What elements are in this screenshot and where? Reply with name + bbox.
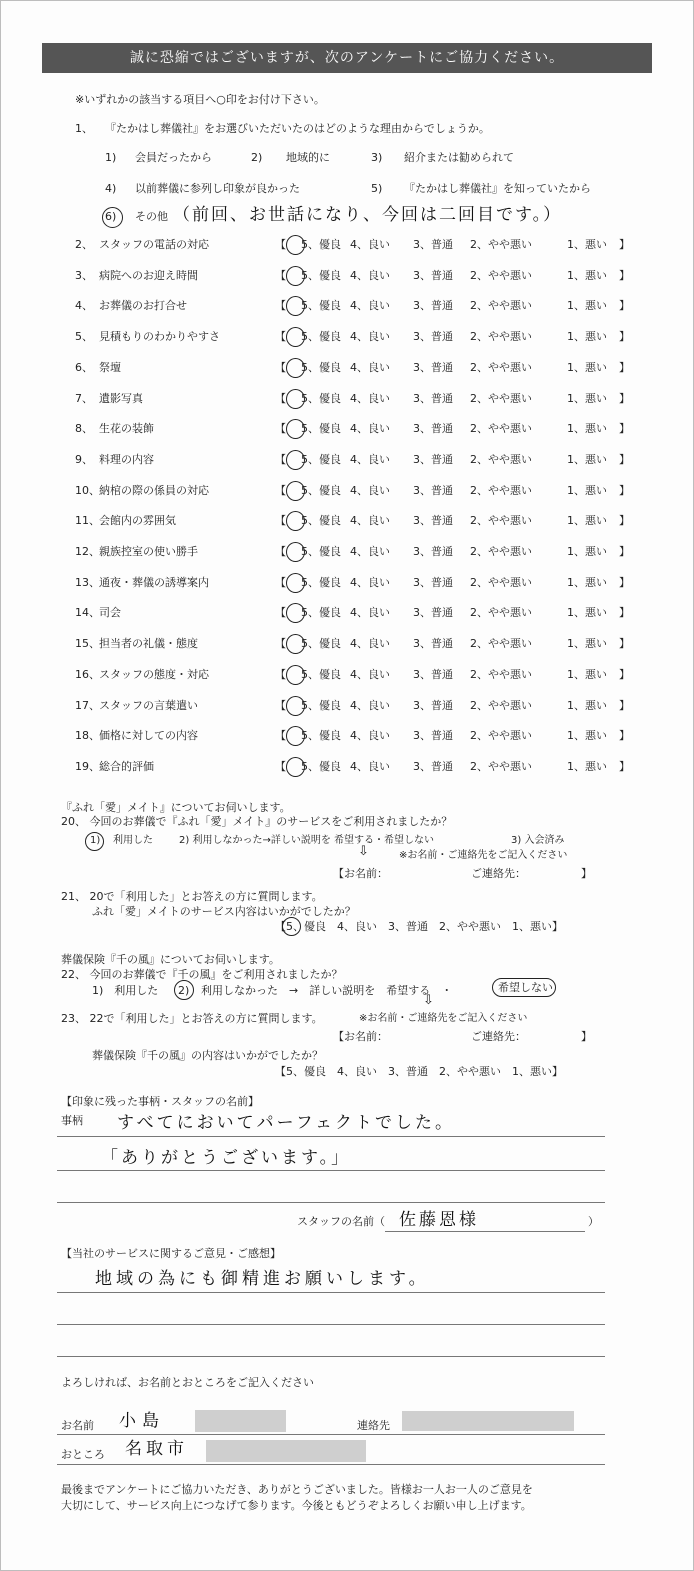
scale-close-bracket: 】	[619, 269, 630, 282]
question-label: 生花の装飾	[99, 422, 154, 435]
senno-intro: 葬儀保険『千の風』についてお伺いします。	[61, 953, 280, 966]
staff-name-label: スタッフの名前（	[297, 1215, 385, 1228]
memorable-title: 【印象に残った事柄・スタッフの名前】	[61, 1095, 259, 1108]
contact-name-label: お名前	[61, 1419, 94, 1432]
q20-note: ※お名前・ご連絡先をご記入ください	[399, 850, 568, 861]
question-label: 通夜・葬儀の誘導案内	[99, 576, 209, 589]
rating-option-2: 2、やや悪い	[470, 299, 532, 312]
answer-circle-5	[286, 757, 305, 777]
rating-option-3: 3、普通	[413, 576, 453, 589]
scale-open-bracket: 【	[275, 637, 286, 650]
rating-option-4: 4、良い	[350, 299, 390, 312]
answer-circle-5	[286, 235, 305, 255]
scale-close-bracket: 】	[619, 361, 630, 374]
rating-option-5: 5、優良	[301, 453, 341, 466]
scale-open-bracket: 【	[275, 484, 286, 497]
rating-option-2: 2、やや悪い	[470, 576, 532, 589]
question-number: 7、	[75, 392, 93, 405]
scale-open-bracket: 【	[275, 760, 286, 773]
scale-close-bracket: 】	[619, 545, 630, 558]
scale-open-bracket: 【	[275, 299, 286, 312]
rating-option-4: 4、良い	[350, 760, 390, 773]
rating-option-2: 2、やや悪い	[470, 330, 532, 343]
question-number: 9、	[75, 453, 93, 466]
scale-close-bracket: 】	[619, 576, 630, 589]
opinion-rule-2	[57, 1324, 605, 1325]
question-label: お葬儀のお打合せ	[99, 299, 187, 312]
contact-phone-label: 連絡先	[357, 1419, 390, 1432]
rating-option-4: 4、良い	[350, 514, 390, 527]
rating-option-2: 2、やや悪い	[470, 545, 532, 558]
q23-scale: 【5、優良 4、良い 3、普通 2、やや悪い 1、悪い】	[275, 1065, 563, 1078]
answer-circle-5	[286, 696, 305, 716]
address-redaction	[206, 1440, 366, 1462]
q1-number: 1、	[75, 122, 93, 135]
question-number: 6、	[75, 361, 93, 374]
rating-option-1: 1、悪い	[567, 299, 607, 312]
answer-circle-5	[286, 266, 305, 286]
rating-option-5: 5、優良	[301, 269, 341, 282]
scale-open-bracket: 【	[275, 238, 286, 251]
answer-circle-5	[286, 542, 305, 562]
rating-option-5: 5、優良	[301, 514, 341, 527]
rating-option-2: 2、やや悪い	[470, 668, 532, 681]
scale-close-bracket: 】	[619, 760, 630, 773]
rating-option-4: 4、良い	[350, 576, 390, 589]
rating-option-3: 3、普通	[413, 484, 453, 497]
rating-option-2: 2、やや悪い	[470, 269, 532, 282]
rating-option-3: 3、普通	[413, 422, 453, 435]
q20-option-1-label: 利用した	[113, 835, 153, 846]
rating-option-4: 4、良い	[350, 361, 390, 374]
q1-option-3-label: 紹介または勧められて	[404, 151, 514, 164]
memorable-line-2: 「ありがとうございます。」	[101, 1148, 352, 1168]
question-label: 病院へのお迎え時間	[99, 269, 198, 282]
q20-option-2: 2) 利用しなかった→詳しい説明を 希望する・希望しない	[179, 835, 434, 846]
rating-option-5: 5、優良	[301, 299, 341, 312]
rating-option-2: 2、やや悪い	[470, 606, 532, 619]
question-label: 総合的評価	[99, 760, 154, 773]
rating-option-4: 4、良い	[350, 729, 390, 742]
contact-prompt: よろしければ、お名前とおところをご記入ください	[61, 1376, 314, 1389]
rating-option-5: 5、優良	[301, 545, 341, 558]
q20-contact-label: ご連絡先：	[471, 867, 526, 880]
scale-close-bracket: 】	[619, 514, 630, 527]
answer-circle-5	[286, 358, 305, 378]
scale-close-bracket: 】	[619, 484, 630, 497]
rating-option-1: 1、悪い	[567, 392, 607, 405]
rating-option-1: 1、悪い	[567, 606, 607, 619]
rating-option-4: 4、良い	[350, 637, 390, 650]
rating-option-4: 4、良い	[350, 668, 390, 681]
rating-option-1: 1、悪い	[567, 238, 607, 251]
question-label: 料理の内容	[99, 453, 154, 466]
q1-option-2-label: 地域的に	[286, 151, 330, 164]
name-redaction	[195, 1410, 286, 1432]
question-number: 4、	[75, 299, 93, 312]
answer-circle-5	[286, 665, 305, 685]
rating-option-3: 3、普通	[413, 606, 453, 619]
answer-circle-5	[286, 389, 305, 409]
rating-option-2: 2、やや悪い	[470, 361, 532, 374]
question-label: 遺影写真	[99, 392, 143, 405]
q23-text: 23、 22で「利用した」とお答えの方に質問します。	[61, 1012, 323, 1025]
answer-circle-5	[286, 603, 305, 623]
answer-circle-5	[286, 511, 305, 531]
rating-option-2: 2、やや悪い	[470, 484, 532, 497]
rating-option-4: 4、良い	[350, 269, 390, 282]
rating-option-2: 2、やや悪い	[470, 238, 532, 251]
answer-circle-5	[286, 573, 305, 593]
staff-name-value: 佐藤恩様	[399, 1210, 479, 1230]
q22-option-3: 希望しない	[498, 981, 553, 994]
question-label: 見積もりのわかりやすさ	[99, 330, 220, 343]
rating-option-5: 5、優良	[301, 699, 341, 712]
rating-option-3: 3、普通	[413, 361, 453, 374]
question-label: スタッフの言葉遣い	[99, 699, 198, 712]
scale-close-bracket: 】	[619, 238, 630, 251]
rating-option-1: 1、悪い	[567, 637, 607, 650]
scale-close-bracket: 】	[619, 453, 630, 466]
rating-option-1: 1、悪い	[567, 453, 607, 466]
rating-option-2: 2、やや悪い	[470, 392, 532, 405]
question-number: 18、	[75, 729, 100, 742]
scale-open-bracket: 【	[275, 453, 286, 466]
q1-other-label: その他	[135, 210, 168, 223]
q1-option-4-num: 4)	[105, 182, 117, 195]
rating-option-3: 3、普通	[413, 299, 453, 312]
q22-option-2-num: 2)	[178, 984, 190, 997]
footer-line-1: 最後までアンケートにご協力いただき、ありがとうございました。皆様お一人お一人のご意見を	[61, 1483, 533, 1496]
rating-option-1: 1、悪い	[567, 699, 607, 712]
q22-text: 22、 今回のお葬儀で『千の風』をご利用されましたか？	[61, 968, 343, 981]
q20-close-bracket: 】	[581, 867, 592, 880]
memorable-rule-1	[57, 1136, 605, 1137]
scale-close-bracket: 】	[619, 422, 630, 435]
question-number: 5、	[75, 330, 93, 343]
answer-circle-5	[286, 634, 305, 654]
q23-sub: 葬儀保険『千の風』の内容はいかがでしたか？	[92, 1049, 323, 1062]
opinion-title: 【当社のサービスに関するご意見・ご感想】	[61, 1247, 281, 1260]
rating-option-5: 5、優良	[301, 637, 341, 650]
question-label: 司会	[99, 606, 121, 619]
question-label: 納棺の際の係員の対応	[99, 484, 209, 497]
question-label: 担当者の礼儀・態度	[99, 637, 198, 650]
memorable-rule-2	[57, 1170, 605, 1171]
q1-option-2-num: 2)	[251, 151, 263, 164]
rating-option-4: 4、良い	[350, 484, 390, 497]
answer-circle-5	[286, 481, 305, 501]
rating-option-1: 1、悪い	[567, 545, 607, 558]
memorable-line-1: すべてにおいてパーフェクトでした。	[117, 1113, 455, 1133]
scale-open-bracket: 【	[275, 361, 286, 374]
q21-sub: ふれ「愛」メイトのサービス内容はいかがでしたか？	[92, 905, 356, 918]
question-number: 16、	[75, 668, 100, 681]
q1-other-handwritten: （前回、お世話になり、今回は二回目です。）	[173, 205, 563, 225]
rating-option-5: 5、優良	[301, 484, 341, 497]
question-label: 価格に対しての内容	[99, 729, 198, 742]
rating-option-5: 5、優良	[301, 576, 341, 589]
staff-name-underline	[385, 1231, 585, 1232]
fure-intro: 『ふれ「愛」メイト』についてお伺いします。	[61, 801, 291, 814]
rating-option-3: 3、普通	[413, 238, 453, 251]
rating-option-1: 1、悪い	[567, 269, 607, 282]
rating-option-5: 5、優良	[301, 361, 341, 374]
q22-arrow-icon: ⇩	[423, 993, 434, 1008]
question-number: 3、	[75, 269, 93, 282]
rating-option-4: 4、良い	[350, 545, 390, 558]
rating-option-3: 3、普通	[413, 392, 453, 405]
scale-close-bracket: 】	[619, 699, 630, 712]
rating-option-3: 3、普通	[413, 453, 453, 466]
scale-close-bracket: 】	[619, 729, 630, 742]
q1-other-num: 6)	[105, 210, 117, 223]
rating-option-1: 1、悪い	[567, 422, 607, 435]
rating-option-1: 1、悪い	[567, 760, 607, 773]
rating-option-2: 2、やや悪い	[470, 637, 532, 650]
question-label: スタッフの態度・対応	[99, 668, 209, 681]
q1-option-4-label: 以前葬儀に参列し印象が良かった	[135, 182, 300, 195]
scale-close-bracket: 】	[619, 392, 630, 405]
scale-open-bracket: 【	[275, 668, 286, 681]
scale-close-bracket: 】	[619, 606, 630, 619]
q1-option-5-label: 『たかはし葬儀社』を知っていたから	[404, 182, 591, 195]
rating-option-3: 3、普通	[413, 729, 453, 742]
rating-option-3: 3、普通	[413, 330, 453, 343]
contact-address-value: 名取市	[125, 1439, 188, 1459]
rating-option-2: 2、やや悪い	[470, 699, 532, 712]
rating-option-2: 2、やや悪い	[470, 760, 532, 773]
rating-option-4: 4、良い	[350, 392, 390, 405]
rating-option-1: 1、悪い	[567, 330, 607, 343]
rating-option-5: 5、優良	[301, 668, 341, 681]
q21-scale: 【5、優良 4、良い 3、普通 2、やや悪い 1、悪い】	[275, 920, 563, 933]
question-number: 14、	[75, 606, 100, 619]
scale-open-bracket: 【	[275, 729, 286, 742]
question-number: 2、	[75, 238, 93, 251]
answer-circle-5	[286, 726, 305, 746]
question-label: スタッフの電話の対応	[99, 238, 209, 251]
rating-option-3: 3、普通	[413, 545, 453, 558]
rating-option-1: 1、悪い	[567, 729, 607, 742]
scale-open-bracket: 【	[275, 422, 286, 435]
rating-option-2: 2、やや悪い	[470, 729, 532, 742]
answer-circle-5	[286, 327, 305, 347]
rating-option-2: 2、やや悪い	[470, 453, 532, 466]
rating-option-5: 5、優良	[301, 606, 341, 619]
q20-text: 20、 今回のお葬儀で『ふれ「愛」メイト』のサービスをご利用されましたか？	[61, 815, 453, 828]
q1-option-1-label: 会員だったから	[135, 151, 212, 164]
q23-contact-label: ご連絡先：	[471, 1030, 526, 1043]
question-label: 祭壇	[99, 361, 121, 374]
rating-option-1: 1、悪い	[567, 576, 607, 589]
q1-option-1-num: 1)	[105, 151, 117, 164]
q1-option-3-num: 3)	[371, 151, 383, 164]
opinion-rule-1	[57, 1292, 605, 1293]
rating-option-3: 3、普通	[413, 637, 453, 650]
scale-open-bracket: 【	[275, 699, 286, 712]
q22-option-2-label: 利用しなかった → 詳しい説明を 希望する ・	[201, 984, 453, 997]
rating-option-3: 3、普通	[413, 699, 453, 712]
contact-rule-2	[57, 1464, 605, 1465]
question-label: 会館内の雰囲気	[99, 514, 176, 527]
contact-address-label: おところ	[61, 1448, 105, 1461]
rating-option-3: 3、普通	[413, 668, 453, 681]
scale-open-bracket: 【	[275, 545, 286, 558]
rating-option-3: 3、普通	[413, 514, 453, 527]
rating-option-4: 4、良い	[350, 330, 390, 343]
question-number: 19、	[75, 760, 100, 773]
question-number: 15、	[75, 637, 100, 650]
q23-note: ※お名前・ご連絡先をご記入ください	[359, 1013, 528, 1024]
scale-close-bracket: 】	[619, 330, 630, 343]
rating-option-1: 1、悪い	[567, 514, 607, 527]
scale-open-bracket: 【	[275, 269, 286, 282]
rating-option-1: 1、悪い	[567, 668, 607, 681]
scale-open-bracket: 【	[275, 330, 286, 343]
question-number: 12、	[75, 545, 100, 558]
header-banner: 誠に恐縮ではございますが、次のアンケートにご協力ください。	[42, 43, 652, 73]
staff-name-close: ）	[588, 1215, 599, 1228]
opinion-line-1: 地域の為にも御精進お願いします。	[95, 1269, 430, 1289]
rating-option-5: 5、優良	[301, 238, 341, 251]
instruction: ※いずれかの該当する項目へ○印をお付け下さい。	[75, 93, 325, 106]
question-number: 8、	[75, 422, 93, 435]
question-number: 13、	[75, 576, 100, 589]
contact-name-value: 小島	[119, 1411, 165, 1431]
scale-close-bracket: 】	[619, 668, 630, 681]
rating-option-3: 3、普通	[413, 760, 453, 773]
rating-option-2: 2、やや悪い	[470, 422, 532, 435]
rating-option-4: 4、良い	[350, 422, 390, 435]
scale-open-bracket: 【	[275, 514, 286, 527]
q20-option-1-num: 1)	[90, 835, 101, 846]
scale-open-bracket: 【	[275, 576, 286, 589]
question-label: 親族控室の使い勝手	[99, 545, 198, 558]
rating-option-5: 5、優良	[301, 760, 341, 773]
memorable-label: 事柄	[61, 1114, 83, 1127]
rating-option-5: 5、優良	[301, 729, 341, 742]
q1-option-5-num: 5)	[371, 182, 383, 195]
rating-option-2: 2、やや悪い	[470, 514, 532, 527]
contact-rule-1	[57, 1434, 605, 1435]
q20-arrow-icon: ⇩	[358, 844, 369, 859]
rating-option-4: 4、良い	[350, 238, 390, 251]
q21-text: 21、 20で「利用した」とお答えの方に質問します。	[61, 890, 323, 903]
question-number: 11、	[75, 514, 100, 527]
rating-option-5: 5、優良	[301, 422, 341, 435]
opinion-rule-3	[57, 1356, 605, 1357]
q20-option-3: 3) 入会済み	[511, 835, 565, 846]
q22-option-1: 1) 利用した	[92, 984, 159, 997]
scale-open-bracket: 【	[275, 392, 286, 405]
answer-circle-5	[286, 419, 305, 439]
question-number: 10、	[75, 484, 100, 497]
rating-option-5: 5、優良	[301, 392, 341, 405]
q20-name-label: 【お名前：	[333, 867, 388, 880]
rating-option-5: 5、優良	[301, 330, 341, 343]
question-number: 17、	[75, 699, 100, 712]
scale-open-bracket: 【	[275, 606, 286, 619]
phone-redaction	[402, 1411, 574, 1431]
rating-option-4: 4、良い	[350, 453, 390, 466]
rating-option-1: 1、悪い	[567, 484, 607, 497]
rating-option-4: 4、良い	[350, 606, 390, 619]
q1-text: 『たかはし葬儀社』をお選びいただいたのはどのような理由からでしょうか。	[105, 122, 490, 135]
rating-option-1: 1、悪い	[567, 361, 607, 374]
scale-close-bracket: 】	[619, 299, 630, 312]
q23-name-label: 【お名前：	[333, 1030, 388, 1043]
footer-line-2: 大切にして、サービス向上につなげて参ります。今後ともどうぞよろしくお願い申し上げます。	[61, 1499, 532, 1512]
memorable-rule-3	[57, 1202, 605, 1203]
answer-circle-5	[286, 296, 305, 316]
answer-circle-5	[286, 450, 305, 470]
scale-close-bracket: 】	[619, 637, 630, 650]
q23-close-bracket: 】	[581, 1030, 592, 1043]
rating-option-3: 3、普通	[413, 269, 453, 282]
rating-option-4: 4、良い	[350, 699, 390, 712]
